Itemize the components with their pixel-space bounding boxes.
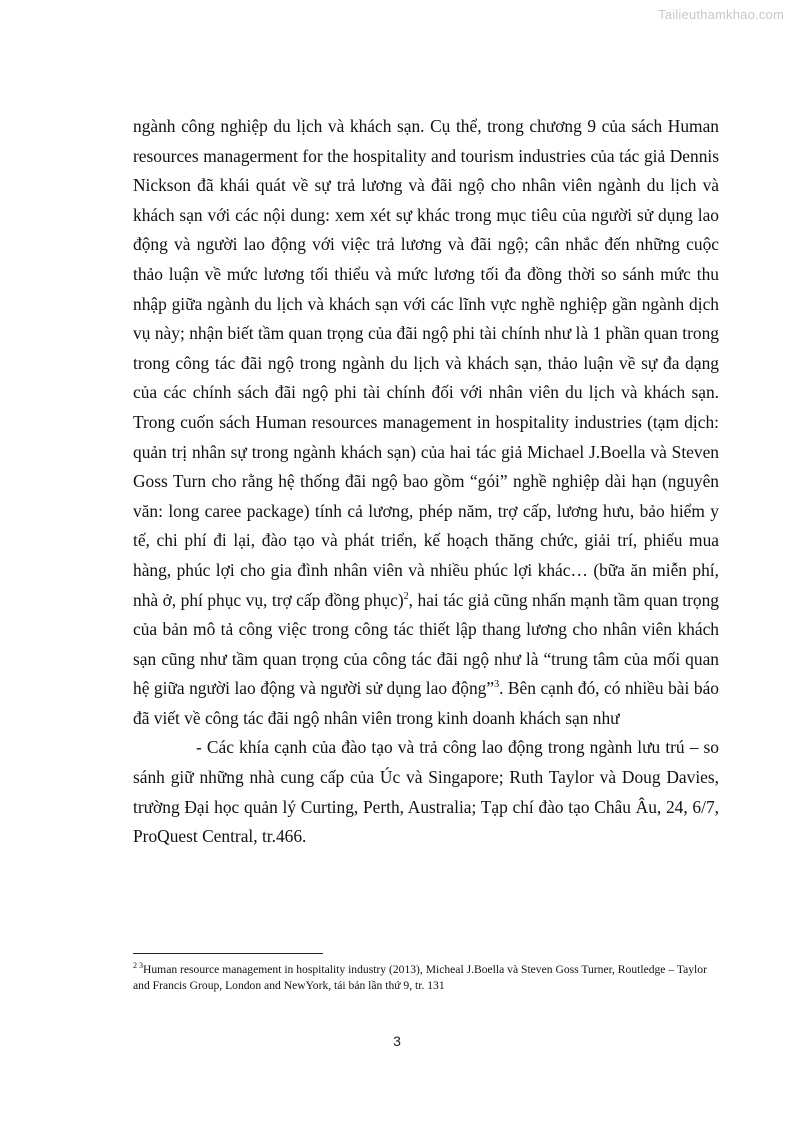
footnote-marks: 2 3 [133, 961, 143, 971]
body-text [133, 112, 719, 852]
page-number: 3 [393, 1033, 401, 1049]
paragraph-text-c: . Bên cạnh đó, có nhiều bài báo đã viết về công tác đãi ngộ nhân viên trong kinh doanh khách sạn như [133, 678, 719, 728]
paragraph-text-a: ngành công nghiệp du lịch và khách sạn. Cụ thể, trong chương 9 của sách Human resources managerment for the hospitality and tourism industries của tác giả Dennis Nickson đã khái quát về sự trả lương và đãi ngộ cho nhân viên ngành du lịch và khách sạn với các nội dung: xem xét sự khác trong mục tiêu của người sử dụng lao động và người lao động với việc trả lương và đãi ngộ; cân nhắc đến những cuộc thảo luận về mức lương tối thiểu và mức lương tối đa đồng thời so sánh mức thu nhập giữa ngành du lịch và khách sạn với các lĩnh vực nghề nghiệp gần ngành dịch vụ này; nhận biết tầm quan trọng của đãi ngộ phi tài chính như là 1 phần quan trong trong công tác đãi ngộ trong ngành du lịch và khách sạn, thảo luận về sự đa dạng của các chính sách đãi ngộ phi tài chính đối với nhân viên du lịch và khách sạn. Trong cuốn sách Human resources management in hospitality industries (tạm dịch: quản trị nhân sự trong ngành khách sạn) của hai tác giả Michael J.Boella và Steven Goss Turn cho rằng hệ thống đãi ngộ bao gồm “gói” nghề nghiệp dài hạn (nguyên văn: long caree package) tính cả lương, phép năm, trợ cấp, lương hưu, bảo hiểm y tế, chi phí đi lại, đào tạo và phát triển, kế hoạch thăng chức, giải trí, phiếu mua hàng, phúc lợi cho gia đình nhân viên và nhiều phúc lợi khác… (bữa ăn miễn phí, nhà ở, phí phục vụ, trợ cấp đồng phục) [133, 116, 719, 610]
footnote-divider [133, 953, 323, 954]
paragraph-text-b: , hai tác giả cũng nhấn mạnh tầm quan trọng của bản mô tả công việc trong công tác thiết lập thang lương cho nhân viên khách sạn cũng như tầm quan trọng của công tác đãi ngộ như là “trung tâm của mối quan hệ giữa người lao động và người sử dụng lao động” [133, 589, 719, 699]
bullet-item: - Các khía cạnh của đào tạo và trả công lao động trong ngành lưu trú – so sánh giữ những nhà cung cấp của Úc và Singapore; Ruth Taylor và Doug Davies, trường Đại học quản lý Curting, Perth, Australia; Tạp chí đào tạo Châu Âu, 24, 6/7, ProQuest Central, tr.466. [133, 737, 719, 847]
footnote [133, 962, 719, 993]
footnote-ref-2[interactable]: 2 [403, 590, 409, 602]
watermark: Tailieuthamkhao.com [658, 7, 784, 22]
footnote-text: Human resource management in hospitality industry (2013), Micheal J.Boella và Steven Goss Turner, Routledge – Taylor and Francis Group, London and NewYork, tái bản lần thứ 9, tr. 131 [133, 963, 707, 992]
paragraph-main [133, 112, 719, 733]
footnote-ref-3[interactable]: 3 [494, 679, 500, 691]
